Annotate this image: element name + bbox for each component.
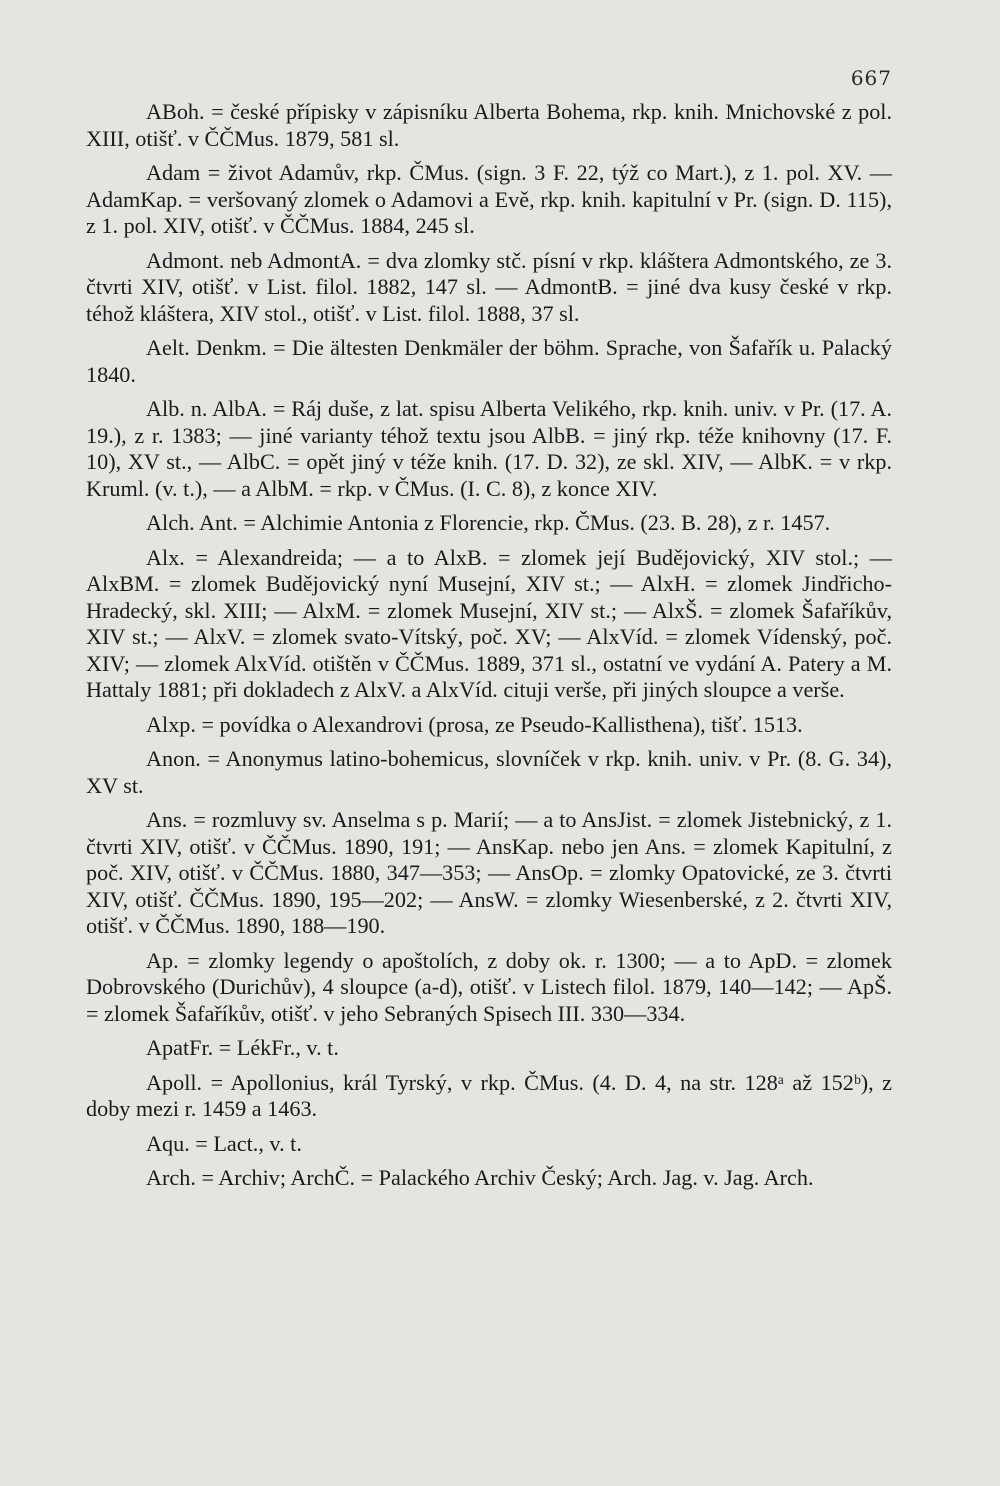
entry-apoll: Apoll. = Apollonius, král Tyrský, v rkp. ČMus. (4. D. 4, na str. 128ᵃ až 152ᵇ), z doby mezi r. 1459 a 1463. [86, 1069, 892, 1121]
entry-ap: Ap. = zlomky legendy o apoštolích, z doby ok. r. 1300; — a to ApD. = zlomek Dobrovského (Durichův), 4 sloupce (a-d), otišť. v Listech filol. 1879, 140—142; — ApŠ. = zlomek Šafaříkův, otišť. v jeho Sebraných Spisech III. 330—334. [86, 947, 892, 1026]
entry-aboh: ABoh. = české přípisky v zápisníku Alberta Bohema, rkp. knih. Mnichovské z pol. XIII, otišť. v ČČMus. 1879, 581 sl. [86, 99, 892, 151]
entry-alb: Alb. n. AlbA. = Ráj duše, z lat. spisu Alberta Velikého, rkp. knih. univ. v Pr. (17. A. 19.), z r. 1383; — jiné varianty téhož textu jsou AlbB. = jiný rkp. téže knihovny (17. F. 10), XV st., — AlbC. = opět jiný v téže knih. (17. D. 32), ze skl. XIV, — AlbK. = v rkp. Kruml. (v. t.), — a AlbM. = rkp. v ČMus. (I. C. 8), z konce XIV. [86, 396, 892, 501]
entry-alx: Alx. = Alexandreida; — a to AlxB. = zlomek její Budějovický, XIV stol.; — AlxBM. = zlomek Budějovický nyní Musejní, XIV st.; — AlxH. = zlomek Jindřicho-Hradecký, skl. XIII; — AlxM. = zlomek Musejní, XIV st.; — AlxŠ. = zlomek Šafaříkův, XIV st.; — AlxV. = zlomek svato-Vítský, poč. XV; — AlxVíd. = zlomek Vídenský, poč. XIV; — zlomek AlxVíd. otištěn v ČČMus. 1889, 371 sl., ostatní ve vydání A. Patery a M. Hattaly 1881; při dokladech z AlxV. a AlxVíd. cituji verše, při jiných sloupce a verše. [86, 544, 892, 702]
entry-aelt-denkm: Aelt. Denkm. = Die ältesten Denkmäler der böhm. Sprache, von Šafařík u. Palacký 1840. [86, 335, 892, 387]
entry-admont: Admont. neb AdmontA. = dva zlomky stč. písní v rkp. kláštera Admontského, ze 3. čtvrti XIV, otišť. v List. filol. 1882, 147 sl. — AdmontB. = jiné dva kusy české v rkp. téhož kláštera, XIV stol., otišť. v List. filol. 1888, 37 sl. [86, 247, 892, 326]
entry-aqu: Aqu. = Lact., v. t. [146, 1130, 302, 1156]
entry-adam: Adam = život Adamův, rkp. ČMus. (sign. 3 F. 22, týž co Mart.), z 1. pol. XV. — AdamKap. = veršovaný zlomek o Adamovi a Evě, rkp. knih. kapitulní v Pr. (sign. D. 115), z 1. pol. XIV, otišť. v ČČMus. 1884, 245 sl. [86, 160, 892, 238]
entry-ans: Ans. = rozmluvy sv. Anselma s p. Marií; — a to AnsJist. = zlomek Jistebnický, z 1. čtvrti XIV, otišť. v ČČMus. 1890, 191; — AnsKap. nebo jen Ans. = zlomek Kapitulní, z poč. XIV, otišť. v ČČMus. 1880, 347—353; — AnsOp. = zlomky Opatovické, ze 3. čtvrti XIV, otišť. ČČMus. 1890, 195—202; — AnsW. = zlomky Wiesenberské, z 2. čtvrti XIV, otišť. v ČČMus. 1890, 188—190. [86, 807, 892, 938]
page-number: 667 [850, 66, 892, 90]
entry-apatfr: ApatFr. = LékFr., v. t. [146, 1035, 339, 1060]
entry-alxp: Alxp. = povídka o Alexandrovi (prosa, ze Pseudo-Kallisthena), tišť. 1513. [146, 711, 803, 737]
entry-alch-ant: Alch. Ant. = Alchimie Antonia z Florencie, rkp. ČMus. (23. B. 28), z r. 1457. [146, 510, 831, 535]
entry-anon: Anon. = Anonymus latino-bohemicus, slovníček v rkp. knih. univ. v Pr. (8. G. 34), XV st. [86, 746, 892, 798]
dictionary-abbreviation-list [86, 99, 892, 1200]
entry-arch: Arch. = Archiv; ArchČ. = Palackého Archiv Český; Arch. Jag. v. Jag. Arch. [146, 1165, 814, 1190]
